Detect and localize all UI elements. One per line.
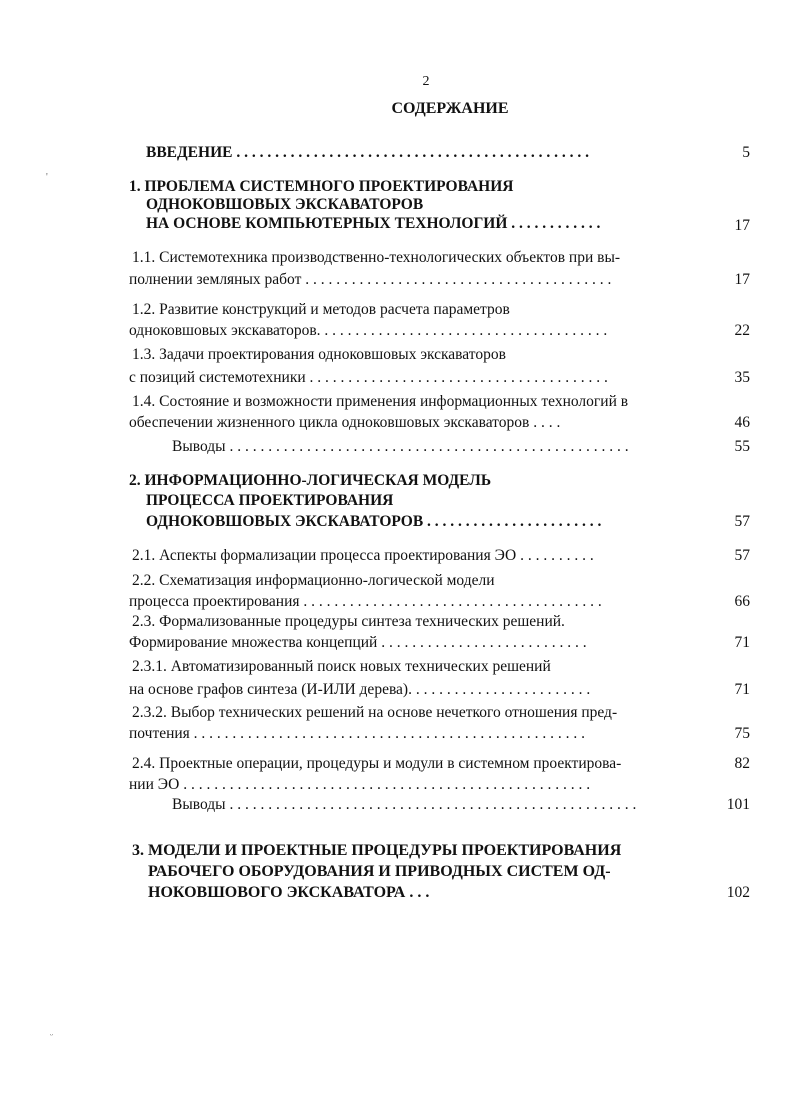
toc-entry-title: на основе графов синтеза (И-ИЛИ дерева). . . . . . . . . . . . . . . . . . . . . . . . [129, 681, 591, 698]
toc-page-number: 82 [734, 755, 750, 772]
toc-page-number: 57 [734, 547, 750, 564]
toc-chapter-title: 1. ПРОБЛЕМА СИСТЕМНОГО ПРОЕКТИРОВАНИЯ [129, 178, 514, 195]
toc-entry-title: 1.1. Системотехника производственно-технологических объектов при вы- [132, 249, 621, 266]
toc-conclusions: Выводы . . . . . . . . . . . . . . . . . . . . . . . . . . . . . . . . . . . . . . . . . . . . . . . . . . . . [172, 438, 629, 455]
toc-chapter-title: ОДНОКОВШОВЫХ ЭКСКАВАТОРОВ [146, 196, 424, 213]
toc-entry-title: Формирование множества концепций . . . . . . . . . . . . . . . . . . . . . . . . . . . [129, 634, 587, 651]
toc-entry-title: одноковшовых экскаваторов. . . . . . . . . . . . . . . . . . . . . . . . . . . . . . . . . . . . . . [129, 322, 608, 339]
toc-chapter-title: 2. ИНФОРМАЦИОННО-ЛОГИЧЕСКАЯ МОДЕЛЬ [129, 472, 492, 489]
toc-entry-title: 2.1. Аспекты формализации процесса проектирования ЭО . . . . . . . . . . [132, 547, 594, 564]
toc-page-number: 101 [726, 796, 750, 813]
toc-entry-title: 2.2. Схематизация информационно-логической модели [132, 572, 495, 589]
toc-page-number: 17 [734, 271, 750, 288]
toc-chapter-title: НОКОВШОВОГО ЭКСКАВАТОРА . . . [148, 884, 430, 901]
toc-entry-title: 1.4. Состояние и возможности применения информационных технологий в [132, 393, 629, 410]
toc-entry-title: ВВЕДЕНИЕ . . . . . . . . . . . . . . . . . . . . . . . . . . . . . . . . . . . . . . . . . . . . . . [146, 144, 589, 161]
toc-entry-title: нии ЭО . . . . . . . . . . . . . . . . . . . . . . . . . . . . . . . . . . . . . . . . . . . . . . . . . . . . . [129, 776, 591, 793]
toc-chapter-title: ПРОЦЕССА ПРОЕКТИРОВАНИЯ [146, 492, 394, 509]
toc-page-number: 102 [726, 884, 750, 901]
toc-conclusions: Выводы . . . . . . . . . . . . . . . . . . . . . . . . . . . . . . . . . . . . . . . . . . . . . . . . . . . . . [172, 796, 637, 813]
page-number: 2 [422, 74, 430, 89]
toc-page-number: 71 [734, 681, 750, 698]
page-title: СОДЕРЖАНИЕ [391, 100, 509, 117]
toc-page-number: 17 [734, 217, 750, 234]
toc-entry-title: 1.2. Развитие конструкций и методов расчета параметров [132, 301, 510, 318]
toc-entry-title: 2.4. Проектные операции, процедуры и модули в системном проектирова- [132, 755, 622, 772]
toc-chapter-title: ОДНОКОВШОВЫХ ЭКСКАВАТОРОВ . . . . . . . . . . . . . . . . . . . . . . . [146, 513, 602, 530]
toc-page-number: 71 [734, 634, 750, 651]
margin-mark: ' [46, 172, 48, 183]
toc-page-number: 75 [734, 725, 750, 742]
toc-page-number: 5 [742, 144, 750, 161]
toc-entry-title: полнении земляных работ . . . . . . . . . . . . . . . . . . . . . . . . . . . . . . . . . . . . . . . . [129, 271, 612, 288]
margin-mark: ᵕ [50, 1030, 53, 1041]
toc-entry-title: с позиций системотехники . . . . . . . . . . . . . . . . . . . . . . . . . . . . . . . . . . . . . . . [129, 369, 608, 386]
toc-page-number: 35 [734, 369, 750, 386]
toc-entry-title: обеспечении жизненного цикла одноковшовых экскаваторов . . . . [129, 414, 561, 431]
toc-chapter-title: НА ОСНОВЕ КОМПЬЮТЕРНЫХ ТЕХНОЛОГИЙ . . . . . . . . . . . . [146, 215, 601, 232]
toc-page-number: 66 [734, 593, 750, 610]
toc-entry-title: 2.3.1. Автоматизированный поиск новых технических решений [132, 658, 551, 675]
toc-entry-title: процесса проектирования . . . . . . . . . . . . . . . . . . . . . . . . . . . . . . . . . . . . . . . [129, 593, 602, 610]
toc-entry-title: 1.3. Задачи проектирования одноковшовых экскаваторов [132, 346, 506, 363]
toc-page-number: 55 [734, 438, 750, 455]
toc-entry-title: почтения . . . . . . . . . . . . . . . . . . . . . . . . . . . . . . . . . . . . . . . . . . . . . . . . . . . [129, 725, 586, 742]
toc-chapter-title: 3. МОДЕЛИ И ПРОЕКТНЫЕ ПРОЦЕДУРЫ ПРОЕКТИРОВАНИЯ [132, 842, 622, 859]
toc-page-number: 46 [734, 414, 750, 431]
toc-entry-title: 2.3. Формализованные процедуры синтеза технических решений. [132, 613, 565, 630]
toc-page-number: 57 [734, 513, 750, 530]
toc-chapter-title: РАБОЧЕГО ОБОРУДОВАНИЯ И ПРИВОДНЫХ СИСТЕМ ОД- [148, 863, 611, 880]
toc-page-number: 22 [734, 322, 750, 339]
toc-entry-title: 2.3.2. Выбор технических решений на основе нечеткого отношения пред- [132, 704, 618, 721]
